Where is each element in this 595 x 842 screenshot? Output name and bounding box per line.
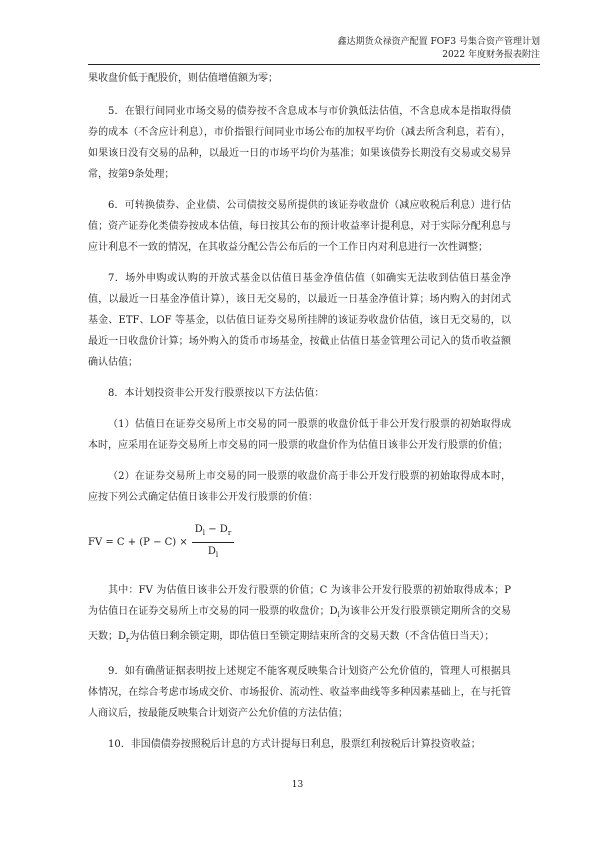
- formula-lhs: FV = C + (P − C) ×: [88, 536, 188, 548]
- header-plan-title: 鑫达期货众禄资产配置 FOF3 号集合资产管理计划: [337, 37, 540, 47]
- header-report-title: 2022 年度财务报表附注: [442, 50, 540, 60]
- paragraph-item-9: 9．如有确凿证据表明按上述规定不能客观反映集合计划资产公允价值的，管理人可根据具体情况，在综合考虑市场成交价、市场报价、流动性、收益率曲线等多种因素基础上，在与托管人商议后，按最能反映集合计划资产公允价值的方法估值；: [88, 666, 511, 719]
- paragraph-item-5: 5．在银行间同业市场交易的债券按不含息成本与市价孰低法估值，不含息成本是指取得债券的成本（不含应计利息），市价指银行间同业市场公布的加权平均价（减去所含利息，若有），如果该日没有交易的品种，以最近一日的市场平均价为基准；如果该债券长期没有交易或交易异常，按第9条处理；: [88, 106, 511, 180]
- page-header: [338, 36, 540, 62]
- valuation-formula: [88, 518, 511, 566]
- paragraph-item-8-2: （2）在证券交易所上市交易的同一股票的收盘价高于非公开发行股票的初始取得成本时，应按下列公式确定估值日该非公开发行股票的价值：: [88, 471, 511, 503]
- paragraph-item-10: 10．非国债债券按照税后计息的方式计提每日利息，股票红利按税后计算投资收益；: [108, 739, 481, 750]
- paragraph-item-8-1: （1）估值日在证券交易所上市交易的同一股票的收盘价低于非公开发行股票的初始取得成本时，应采用在证券交易所上市交易的同一股票的收盘价作为估值日该非公开发行股票的价值；: [88, 419, 511, 451]
- paragraph-item-8: 8．本计划投资非公开发行股票按以下方法估值：: [108, 388, 325, 399]
- page-number: 13: [291, 780, 304, 790]
- paragraph-continuation: 果收盘价低于配股价，则估值增值额为零；: [88, 73, 278, 84]
- header-divider: [88, 64, 540, 65]
- formula-numerator: $D_l - D_r$: [192, 523, 234, 543]
- formula-explanation: 其中：FV 为估值日该非公开发行股票的价值；C 为该非公开发行股票的初始取得成本；P 为估值日在证券交易所上市交易的同一股票的收盘价；$D_l$为该非公开发行股票锁定期所含的交易天数；$D_r$为估值日剩余锁定期，即估值日至锁定期结束所含的交易天数（不含估值日当天）；: [88, 585, 511, 644]
- formula-denominator: $D_l$: [207, 545, 219, 559]
- document-body: [88, 68, 511, 765]
- formula-fraction: [192, 523, 234, 562]
- paragraph-item-6: 6．可转换债券、企业债、公司债按交易所提供的该证券收盘价（减应收税后利息）进行估值；资产证券化类债券按成本估值，每日按其公布的预计收益率计提利息，对于实际分配利息与应计利息不一致的情况，在其收益分配公告公布后的一个工作日内对利息进行一次性调整；: [88, 200, 511, 253]
- paragraph-item-7: 7．场外申购或认购的开放式基金以估值日基金净值估值（如确实无法收到估值日基金净值，以最近一日基金净值计算），该日无交易的，以最近一日基金净值计算；场内购入的封闭式基金、ETF、LOF 等基金，以估值日证券交易所挂牌的该证券收盘价估值，该日无交易的，以最近一日收盘价计算；场外购入的货币市场基金，按截止估值日基金管理公司记入的货币收益额确认估值；: [88, 273, 511, 368]
